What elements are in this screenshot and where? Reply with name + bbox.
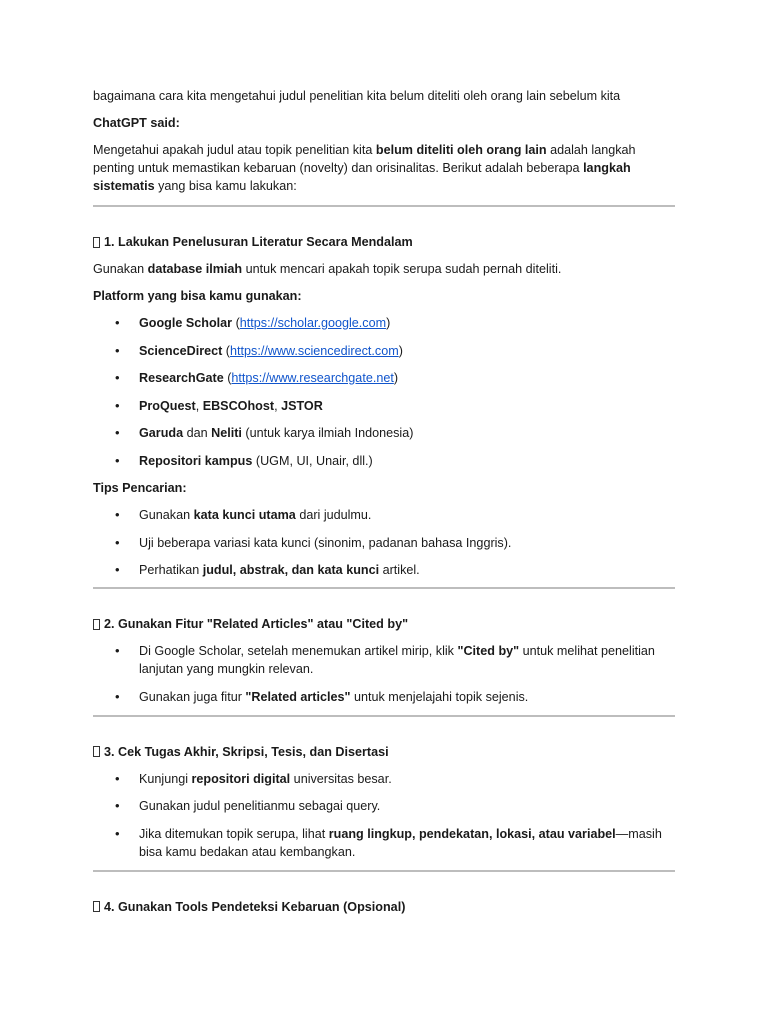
missing-glyph-icon [93, 746, 100, 757]
section-1-title: 1. Lakukan Penelusuran Literatur Secara Mendalam [93, 233, 675, 251]
section-1-description: Gunakan database ilmiah untuk mencari apakah topik serupa sudah pernah diteliti. [93, 262, 562, 276]
list-item: • Di Google Scholar, setelah menemukan artikel mirip, klik "Cited by" untuk melihat penelitian lanjutan yang mungkin relevan. [93, 642, 675, 678]
missing-glyph-icon [93, 237, 100, 248]
document-content [93, 87, 675, 925]
list-item: • Gunakan judul penelitianmu sebagai query. [93, 797, 675, 815]
google-scholar-link[interactable]: https://scholar.google.com [239, 316, 387, 330]
divider [93, 587, 675, 589]
list-item: • ProQuest, EBSCOhost, JSTOR [93, 397, 675, 415]
section-2-list [93, 642, 675, 706]
list-item: • Gunakan juga fitur "Related articles" untuk menjelajahi topik sejenis. [93, 688, 675, 706]
divider [93, 715, 675, 717]
researchgate-link[interactable]: https://www.researchgate.net [231, 371, 394, 385]
divider [93, 205, 675, 207]
section-3-title: 3. Cek Tugas Akhir, Skripsi, Tesis, dan Disertasi [93, 743, 675, 761]
list-item: • ResearchGate (https://www.researchgate.net) [93, 369, 675, 387]
list-item: • ScienceDirect (https://www.sciencedirect.com) [93, 342, 675, 360]
list-item: • Uji beberapa variasi kata kunci (sinonim, padanan bahasa Inggris). [93, 534, 675, 552]
list-item: • Google Scholar (https://scholar.google.com) [93, 314, 675, 332]
section-3-list [93, 770, 675, 861]
intro-paragraph: Mengetahui apakah judul atau topik penelitian kita belum diteliti oleh orang lain adalah langkah penting untuk memastikan kebaruan (novelty) dan orisinalitas. Berikut adalah beberapa langkah sistematis yang bisa kamu lakukan: [93, 143, 636, 193]
platforms-label: Platform yang bisa kamu gunakan: [93, 289, 302, 303]
list-item: • Kunjungi repositori digital universitas besar. [93, 770, 675, 788]
divider [93, 870, 675, 872]
list-item: • Jika ditemukan topik serupa, lihat ruang lingkup, pendekatan, lokasi, atau variabel—masih bisa kamu bedakan atau kembangkan. [93, 825, 675, 861]
speaker-label: ChatGPT said: [93, 116, 180, 130]
list-item: • Repositori kampus (UGM, UI, Unair, dll.) [93, 452, 675, 470]
section-4-title: 4. Gunakan Tools Pendeteksi Kebaruan (Opsional) [93, 898, 675, 916]
missing-glyph-icon [93, 619, 100, 630]
section-2-title: 2. Gunakan Fitur "Related Articles" atau "Cited by" [93, 615, 675, 633]
list-item: • Perhatikan judul, abstrak, dan kata kunci artikel. [93, 561, 675, 579]
tips-list [93, 506, 675, 579]
sciencedirect-link[interactable]: https://www.sciencedirect.com [230, 343, 399, 358]
list-item: • Gunakan kata kunci utama dari judulmu. [93, 506, 675, 524]
list-item: • Garuda dan Neliti (untuk karya ilmiah Indonesia) [93, 424, 675, 442]
tips-label: Tips Pencarian: [93, 481, 187, 495]
platform-list [93, 314, 675, 470]
user-question: bagaimana cara kita mengetahui judul penelitian kita belum diteliti oleh orang lain sebelum kita [93, 89, 621, 103]
missing-glyph-icon [93, 901, 100, 912]
